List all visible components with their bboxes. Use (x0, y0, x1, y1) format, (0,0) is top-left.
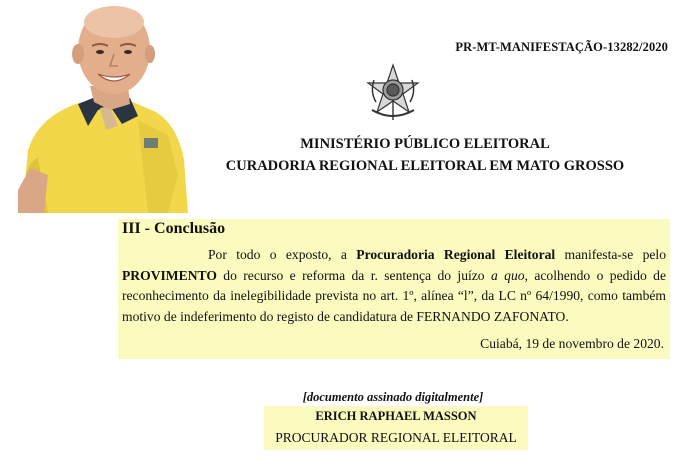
signer-title: PROCURADOR REGIONAL ELEITORAL (275, 430, 517, 445)
brazil-coat-of-arms-icon (362, 62, 424, 124)
para-intro: Por todo o exposto, a (208, 247, 357, 262)
para-italic-a-quo: a quo (491, 267, 525, 283)
institution-line-2: CURADORIA REGIONAL ELEITORAL EM MATO GROSSO (225, 158, 625, 174)
signer-name: ERICH RAPHAEL MASSON (315, 409, 477, 423)
conclusion-paragraph (122, 245, 666, 327)
para-bold-provimento: PROVIMENTO (122, 267, 217, 283)
dateline: Cuiabá, 19 de novembro de 2020. (480, 336, 664, 351)
person-portrait-photo (18, 0, 188, 213)
document-id: PR-MT-MANIFESTAÇÃO-13282/2020 (455, 40, 668, 54)
para-bold-prosecutor: Procuradoria Regional Eleitoral (356, 247, 556, 262)
para-mid-1: manifesta-se pelo (555, 247, 666, 262)
para-mid-2: do recurso e reforma da r. sentença do juízo (216, 267, 491, 283)
section-title: III - Conclusão (122, 220, 226, 237)
institution-line-1: MINISTÉRIO PÚBLICO ELEITORAL (300, 136, 550, 152)
para-end: , acolhendo o pedido de reconhecimento da inelegibilidade prevista no art. 1º, alínea “l”, da LC nº 64/1990, como também motivo de indeferimento do registo de candidatura de FERNANDO ZAFONATO. (122, 267, 666, 324)
conclusion-section (118, 219, 670, 359)
signed-digitally-note: [documento assinado digitalmente] (302, 390, 484, 404)
signature-block (264, 406, 528, 450)
